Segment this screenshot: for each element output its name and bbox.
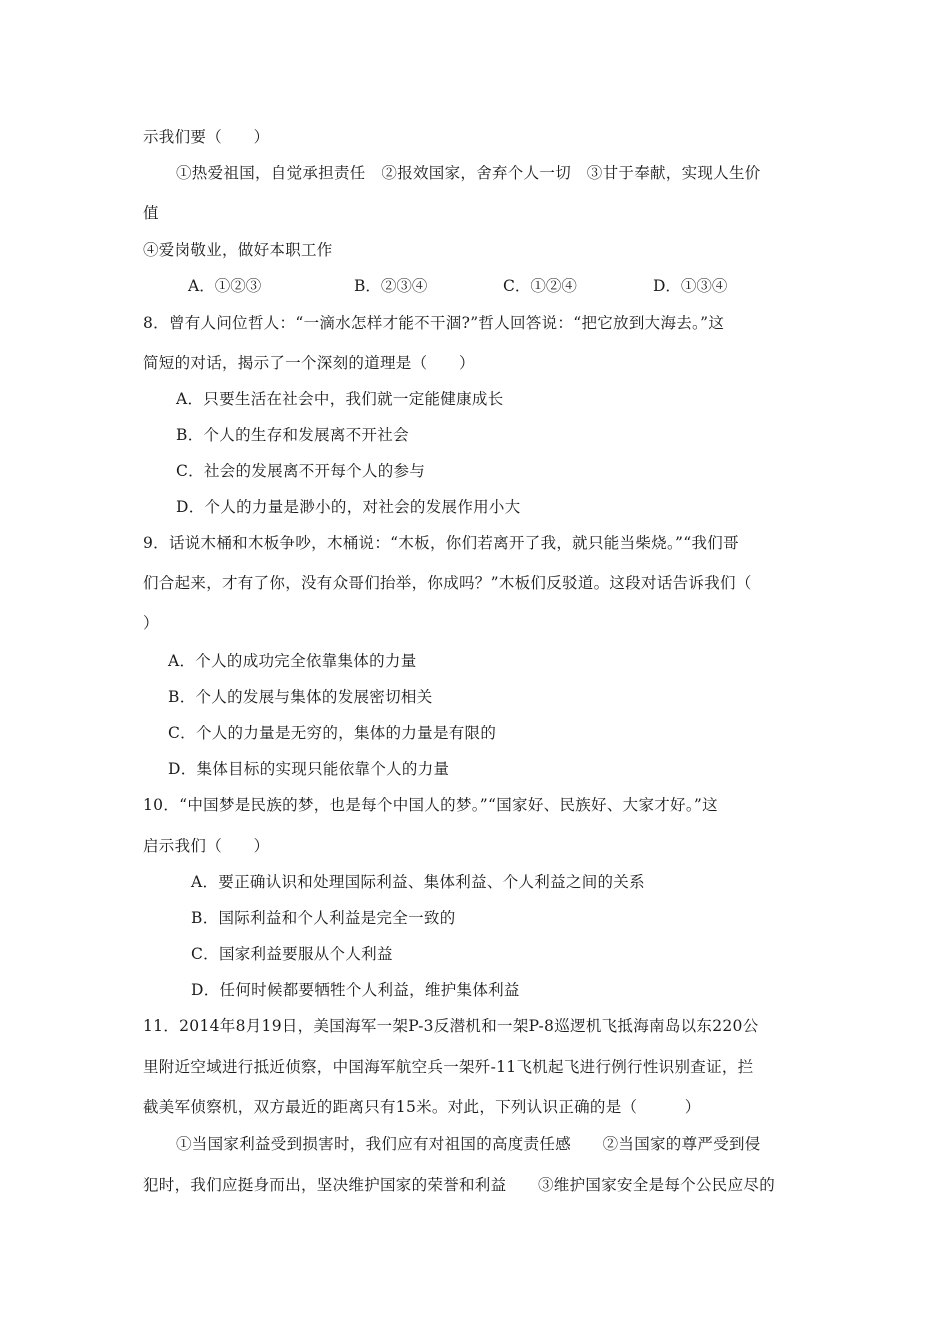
q10-option-d: D．任何时候都要牺牲个人利益，维护集体利益 [191, 981, 520, 999]
q9-stem-line2: 们合起来，才有了你，没有众哥们抬举，你成吗？”木板们反驳道。这段对话告诉我们（ [143, 574, 752, 592]
q7-option-b: B．②③④ [354, 277, 428, 295]
q11-stem-line2: 里附近空域进行抵近侦察，中国海军航空兵一架歼-11飞机起飞进行例行性识别查证，拦 [143, 1058, 754, 1076]
q10-option-b: B．国际利益和个人利益是完全一致的 [191, 909, 456, 927]
q10-option-c: C．国家利益要服从个人利益 [191, 945, 393, 963]
q11-statements-line1: ①当国家利益受到损害时，我们应有对祖国的高度责任感 ②当国家的尊严受到侵 [176, 1135, 761, 1153]
q7-option-d: D．①③④ [653, 277, 728, 295]
q9-option-d: D．集体目标的实现只能依靠个人的力量 [168, 760, 450, 778]
q8-stem-line1: 8．曾有人问位哲人：“一滴水怎样才能不干涸?”哲人回答说：“把它放到大海去。”这 [143, 314, 725, 332]
q7-stem-end: 示我们要（ ） [143, 128, 270, 146]
q8-stem-line2: 简短的对话，揭示了一个深刻的道理是（ ） [143, 354, 475, 372]
q11-stem-line1: 11．2014年8月19日，美国海军一架P-3反潜机和一架P-8巡逻机飞抵海南岛以东220公 [143, 1017, 759, 1035]
q9-option-c: C．个人的力量是无穷的，集体的力量是有限的 [168, 724, 497, 742]
q10-stem-line2: 启示我们（ ） [143, 837, 270, 855]
q9-stem-line1: 9．话说木桶和木板争吵，木桶说：“木板，你们若离开了我，就只能当柴烧。”“我们哥 [143, 534, 739, 552]
q9-option-b: B．个人的发展与集体的发展密切相关 [168, 688, 433, 706]
q7-statements-line2: 值 [143, 204, 159, 222]
q9-option-a: A．个人的成功完全依靠集体的力量 [168, 652, 417, 670]
q7-statement-4: ④爱岗敬业，做好本职工作 [143, 241, 333, 259]
q10-option-a: A．要正确认识和处理国际利益、集体利益、个人利益之间的关系 [191, 873, 645, 891]
q11-stem-line3: 截美军侦察机，双方最近的距离只有15米。对此，下列认识正确的是（ ） [143, 1098, 701, 1116]
q8-option-a: A．只要生活在社会中，我们就一定能健康成长 [176, 390, 504, 408]
q8-option-c: C．社会的发展离不开每个人的参与 [176, 462, 426, 480]
q7-option-a: A．①②③ [188, 277, 262, 295]
q10-stem-line1: 10．“中国梦是民族的梦，也是每个中国人的梦。”“国家好、民族好、大家才好。”这 [143, 796, 718, 814]
q9-stem-line3: ） [143, 614, 159, 632]
q11-statements-line2: 犯时，我们应挺身而出，坚决维护国家的荣誉和利益 ③维护国家安全是每个公民应尽的 [143, 1176, 776, 1194]
q7-option-c: C．①②④ [503, 277, 577, 295]
q8-option-b: B．个人的生存和发展离不开社会 [176, 426, 409, 444]
q8-option-d: D．个人的力量是渺小的，对社会的发展作用小大 [176, 498, 521, 516]
q7-statements-line1: ①热爱祖国，自觉承担责任 ②报效国家，舍弃个人一切 ③甘于奉献，实现人生价 [176, 164, 761, 182]
